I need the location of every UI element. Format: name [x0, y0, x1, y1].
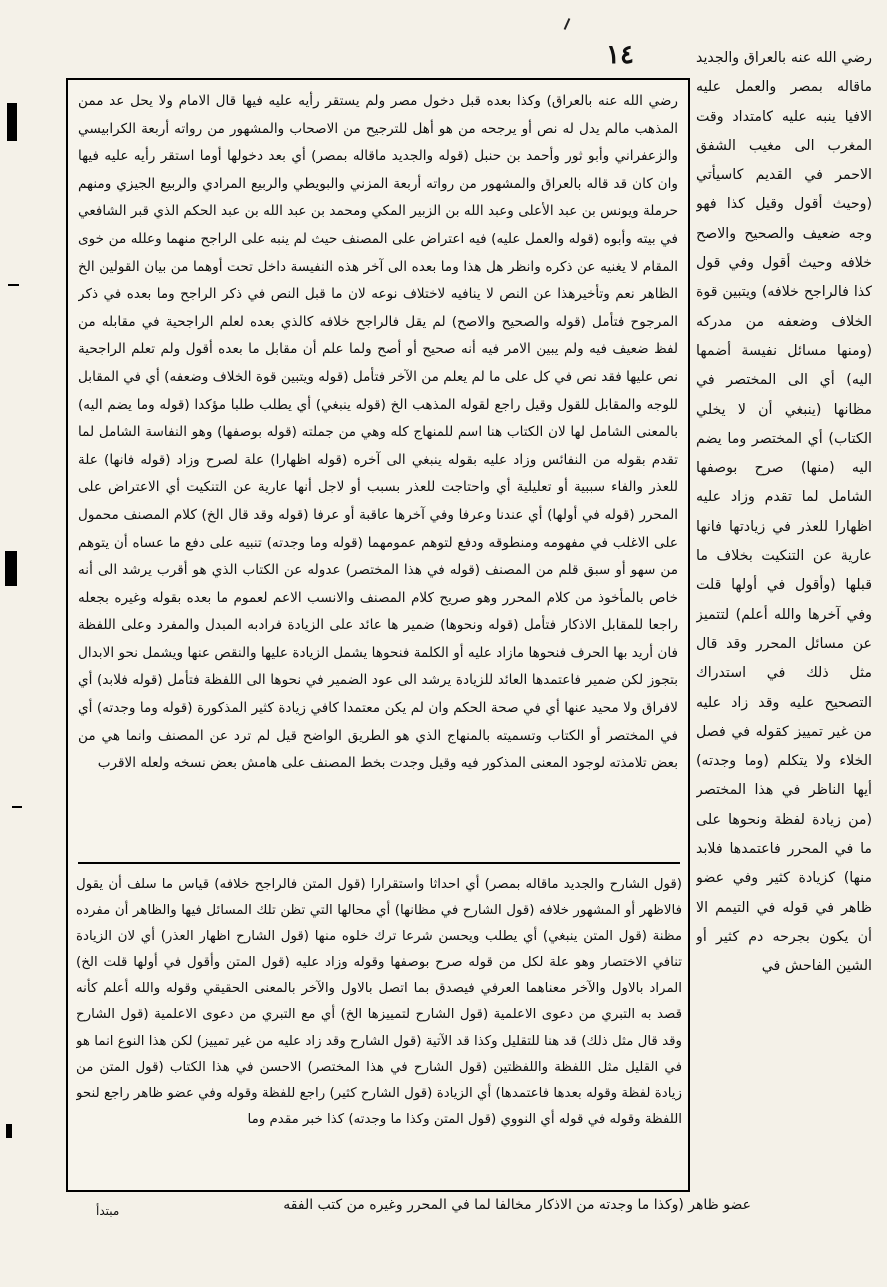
right-margin-text-frame [696, 44, 872, 1224]
section-separator [78, 862, 680, 864]
scan-mark [12, 806, 22, 808]
scan-mark [5, 551, 17, 586]
main-commentary: رضي الله عنه بالعراق) وكذا بعده قبل دخول مصر ولم يستقر رأيه عليه فيها قال الامام ولا يحل عد ممن المذهب مالم يدل له نص أو يرجحه من هو أهل للترجيح من الاصحاب والمشهور من رواته أربعة الكرابيسي والزعفراني وأبو ثور وأحمد بن حنبل (قوله والجديد ماقاله بمصر) أي بعد دخولها أوما استقر رأيه عليه فيها وان كان قد قاله بالعراق والمشهور من رواته أربعة المزني والبويطي والربيع المرادي والربيع الجيزي ومنهم حرملة ويونس بن عبد الأعلى وعبد الله بن الزبير المكي ومحمد بن عبد الله بن عبد الحكم الذي قبر الشافعي في بيته وأبوه (قوله والعمل عليه) فيه اعتراض على المصنف حيث لم ينبه على الراجح منهما وعلله من خوى المقام لا يغنيه عن ذكره وانظر هل هذا وما بعده الى آخر هذه النفيسة داخل تحت أوهما من بيان القولين الخ الظاهر نعم وتأخيرهذا عن النص لا ينافيه لاختلاف نوعه لان ما قبل النص في ذكر الراجح وما بعده في ذكر المرجوح فتأمل (قوله والصحيح والاصح) لم يقل فالراجح خلافه كالذي بعده لعلم الراجحية في مقابله من لفظ ضعيف فيه ولم يبين الامر فيه أنه صحيح أو أصح ولما علم أن مقابل ما بعده أقول ولم تعلم الراجحية نص عليها فقد نص في كل على ما لم يعلم من الآخر فتأمل (قوله ويتبين قوة الخلاف وضعفه) أي في المقابل للوجه والمقابل للقول وقيل راجع لقوله المذهب الخ (قوله ينبغي) أي يطلب طلبا مؤكدا (قوله وما يضم اليه) بالمعنى الشامل لها لان الكتاب هنا اسم للمنهاج كله وهي من جملته (قوله بوصفها) وهو النفاسة الشامل لما تقدم بقوله من النفائس وزاد عليه بقوله ينبغي الى آخره (قوله اظهارا) علة لصرح وزاد (قوله فانها) علة للعذر والفاء سببية أو تعليلية أي واحتاجت للعذر بسبب أو لاجل أنها عارية عن التنكيت أي الاعتراض على المحرر (قوله في أولها) أي عندنا وعرفا وفي آخرها عاقبة أو عرفا (قوله وقد قال الخ) كلام المصنف محمول على الاغلب في مفهومه ومنطوقه ودفع لتوهم عمومهما (قوله وما وجدته) تنبيه على دفع ما عساه أن يتوهم من سهو أو سبق قلم من المصنف (قوله في هذا المختصر) عدوله عن الكتاب الذي هو أقرب يرشد الى أنه خاص بالمأخوذ من كلام المحرر وهو صريح كلام المصنف والانسب الاعم لعموم ما بعده بقوله وغيره بجعله راجعا للمقابل الاذكار فتأمل (قوله ونحوها) ضمير ها عائد على الزيادة فرادبه المبدل والمفرد وعلى اللفظة فان أريد بها الحرف فنحوها مازاد عليه أو الكلمة فنحوها يشمل الزيادة عليها والنقص عنها ويشمل نحو الابدال بتجوز لكن ضمير فاعتمدها العائد للزيادة يرشد الى عود الضمير في نحوها الى اللفظة فتأمل (قوله فلابد) أي لافراق ولا محيد عنها أي في صحة الحكم وان لم يكن معتمدا كافي زيادة كثير المذكورة (قوله وما وجدته) أي في المختصر أو الكتاب وتسميته بالمنهاج الذي هو الطريق الواضح قيل لم ترد عن المصنف وانما هي من بعض تلامذته لوجود المعنى المذكور فيه وقيل وجدت بخط المصنف على هامش بعض نسخه ولعله الاقرب [78, 93, 678, 772]
footer-text: عضو ظاهر (وكذا ما وجدته من الاذكار مخالفا لما في المحرر وغيره من كتب الفقه [283, 1197, 751, 1213]
lower-commentary: (قول الشارح والجديد ماقاله بمصر) أي احداثا واستقرارا (قول المتن فالراجح خلافه) قياس ما سلف أن يقول فالاظهر أو المشهور خلافه (قول الشارح في مظانها) أي محالها التي تظن تلك المسائل فيها والظاهر أن مفرده مظنة (قول المتن ينبغي) أي يطلب ويحسن شرعا ترك خلوه منها (قول الشارح اظهار العذر) أي لان الزيادة تنافي الاختصار وهو علة لكل من قوله صرح بوصفها وقوله وزاد عليه (قول المتن وأقول في أولها قلت الخ) المراد بالاول والآخر معناهما العرفي فيصدق بما اتصل بالاول والآخر بالمعنى الحقيقي وقوله والله أعلم كأنه قصد به التبري من دعوى الاعلمية (قول الشارح لتمييزها الخ) أي مع التبري من دعوى الاعلمية (قول الشارح وقد قال مثل ذلك) قد هنا للتقليل وكذا قد الآتية (قول الشارح وقد زاد عليه من غير تمييز) لكن هذا النوع انما هو في القليل مثل اللفظة واللفظتين (قول الشارح في هذا المختصر) الاحسن في هذا الكتاب (قول المتن من زيادة لفظة وقوله بعدها فاعتمدها) أي الزيادة (قول الشارح كثير) راجع للفظة وقوله وفي عضو ظاهر راجع لنحو اللفظة وقوله في قوله أي النووي (قول المتن وكذا ما وجدته) كذا خبر مقدم وما [76, 877, 682, 1127]
scan-mark [6, 1124, 12, 1138]
catchword: مبتدأ [96, 1204, 120, 1218]
scan-edge-marks [0, 0, 30, 1287]
right-margin-text: رضي الله عنه بالعراق والجديد ماقاله بمصر والعمل عليه الافيا ينبه عليه كامتداد وقت المغرب الى مغيب الشفق الاحمر في القديم كاسيأتي (وحيث أقول وقيل كذا فهو وجه ضعيف والصحيح والاصح خلافه وحيث أقول وفي قول كذا فالراجح خلافه) ويتبين قوة الخلاف وضعفه من مدركه (ومنها مسائل نفيسة أضمها اليه) أي الى المختصر في مظانها (ينبغي أن لا يخلي الكتاب) أي المختصر وما يضم اليه (منها) صرح بوصفها الشامل لما تقدم وزاد عليه اظهارا للعذر في زيادتها فانها عارية عن التنكيت بخلاف ما قبلها (وأقول في أولها قلت وفي آخرها والله أعلم) لتتميز عن مسائل المحرر وقد قال مثل ذلك في استدراك التصحيح عليه وقد زاد عليه من غير تمييز كقوله في فصل الخلاء ولا يتكلم (وما وجدته) أيها الناظر في هذا المختصر (من زيادة لفظة ونحوها على ما في المحرر فاعتمدها فلابد منها) كزيادة كثير وفي عضو ظاهر في قوله في التيمم الا أن يكون بجرحه دم كثير أو الشين الفاحش في [696, 50, 872, 975]
scan-mark [564, 18, 571, 30]
scan-mark [8, 284, 19, 286]
page-number: ١٤ [606, 40, 634, 70]
scan-mark [7, 103, 17, 141]
lower-commentary-frame [76, 872, 682, 1190]
